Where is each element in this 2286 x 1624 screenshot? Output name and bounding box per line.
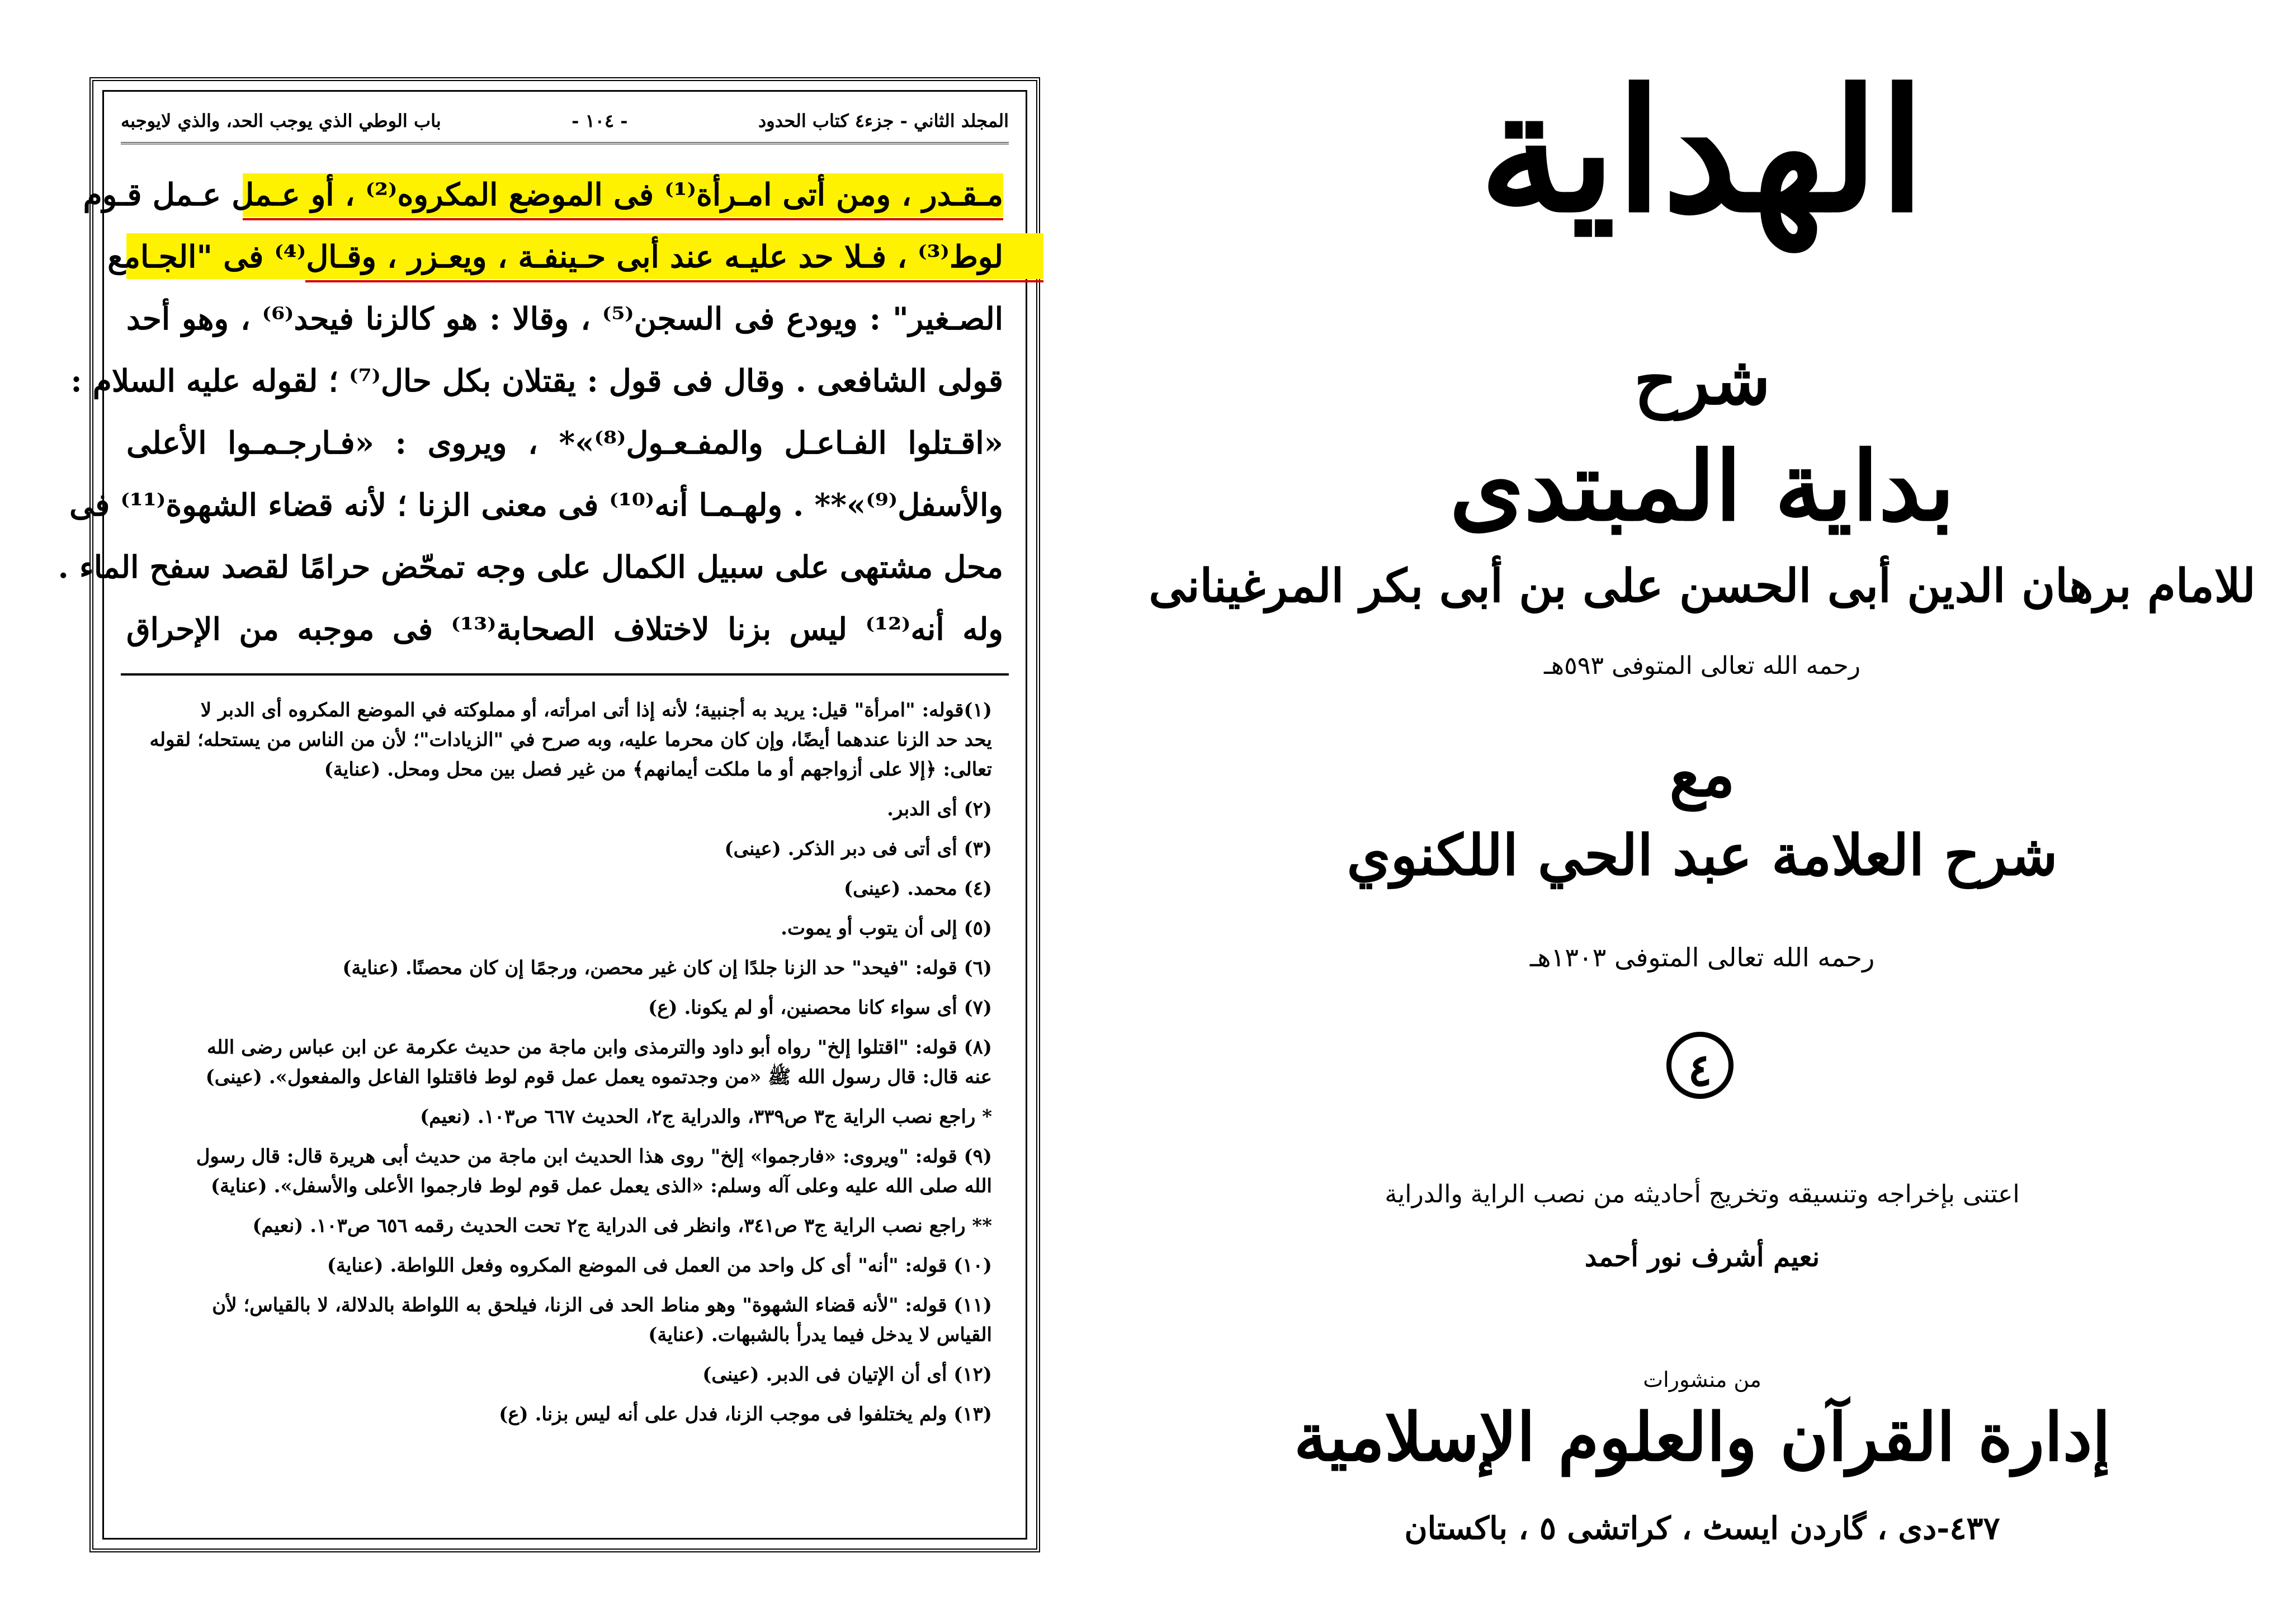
main-line <box>126 412 1003 474</box>
footnote-line: (٣) أى أتى فى دبر الذكر. (عينى) <box>724 838 992 860</box>
footnote-line: (١٣) ولم يختلفوا فى موجب الزنا، فدل على أنه ليس بزنا. (ع) <box>499 1403 992 1425</box>
main-line-text: الصـغير" : ويودع فى السجن⁽⁵⁾ ، وقالا : هو كالزنا فيحد⁽⁶⁾ ، وهو أحد <box>126 300 1003 337</box>
book-title: الهداية <box>1479 52 1926 249</box>
publisher-address: ٤٣٧-دى ، گاردن ايسٹ ، كراتشى ٥ ، باكستان <box>1404 1510 2000 1547</box>
main-line <box>107 225 1003 287</box>
main-line-text: مـقـدر ، ومن أتى امـرأة⁽¹⁾ فى الموضع المكروه⁽²⁾ ، أو عـمل عـمل قـوم <box>83 176 1003 213</box>
footnote-line: (١)قوله: "امرأة" قيل: يريد به أجنبية؛ لأنه إذا أتى امرأته، أو مملوكته في الموضع المكروه أى الدبر لا <box>200 699 992 721</box>
publisher-name: إدارة القرآن والعلوم الإسلامية <box>1293 1398 2111 1476</box>
editor-note: اعتنى بإخراجه وتنسيقه وتخريج أحاديثه من نصب الراية والدراية <box>1385 1180 2020 1208</box>
text-page-frame <box>58 90 1027 1540</box>
main-line-text: قولى الشافعى . وقال فى قول : يقتلان بكل حال⁽⁷⁾ ؛ لقوله عليه السلام : <box>70 362 1003 399</box>
footnote-line: (٦) قوله: "فيحد" حد الزنا جلدًا إن كان غير محصن، ورجمًا إن كان محصنًا. (عناية) <box>342 957 992 979</box>
header-page-number: - ١٠٤ - <box>572 110 628 131</box>
footnote-line: (٢) أى الدبر. <box>887 798 992 820</box>
main-line <box>69 474 1003 536</box>
footnote-line: (١٠) قوله: "أنه" أى كل واحد من العمل فى الموضع المكروه وفعل اللواطة. (عناية) <box>327 1254 992 1277</box>
main-line-text: وله أنه⁽¹²⁾ ليس بزنا لاختلاف الصحابة⁽¹³⁾ فى موجبه من الإحراق <box>126 611 1003 647</box>
book-subtitle: بداية المبتدى <box>1449 431 1955 542</box>
footnote-line: (٤) محمد. (عينى) <box>844 877 992 900</box>
footnote-line: تعالى: ﴿إلا على أزواجهم أو ما ملكت أيمانهم﴾ من غير فصل بين محل ومحل. (عناية) <box>324 758 992 781</box>
main-line-text: لوط⁽³⁾ ، فـلا حد عليـه عند أبى حـينفـة ، ويعـزر ، وقـال⁽⁴⁾ فى "الجـامع <box>107 238 1003 275</box>
footnote-line: يحد حد الزنا عندهما أيضًا، وإن كان محرما عليه، وبه صرح في "الزيادات"؛ لأن من الناس من يستحله؛ لقوله <box>149 729 992 751</box>
footnote-line: الله صلى الله عليه وعلى آله وسلم: «الذى يعمل عمل قوم لوط فارجموا الأعلى والأسفل». (عناية) <box>210 1175 992 1197</box>
footnote-separator <box>121 673 1009 676</box>
main-line-text: محل مشتهى على سبيل الكمال على وجه تمحّض حرامًا لقصد سفح الماء . <box>58 549 1003 585</box>
main-line <box>83 163 1003 225</box>
footnote-line: ** راجع نصب الراية ج٣ ص٣٤١، وانظر فى الدراية ج٢ تحت الحديث رقمه ٦٥٦ ص١٠٣. (نعيم) <box>252 1215 992 1237</box>
header-volume: المجلد الثاني - جزء٤ كتاب الحدود <box>758 110 1009 131</box>
author-death-date: رحمه الله تعالى المتوفى ٥٩٣هـ <box>1544 652 1860 680</box>
text-page <box>58 77 1040 1552</box>
main-text <box>58 163 1004 723</box>
main-line-text: والأسفل⁽⁹⁾»** . ولهـمـا أنه⁽¹⁰⁾ فى معنى الزنا ؛ لأنه قضاء الشهوة⁽¹¹⁾ فى <box>69 487 1003 523</box>
sharh-label: شرح <box>1633 341 1771 420</box>
footnote-line: (٧) أى سواء كانا محصنين، أو لم يكونا. (ع) <box>648 997 992 1019</box>
editor-name: نعيم أشرف نور أحمد <box>1584 1241 1820 1273</box>
footnote-line: (٥) إلى أن يتوب أو يموت. <box>781 917 992 940</box>
main-line <box>58 536 1003 598</box>
main-line <box>126 598 1003 660</box>
title-page <box>1118 0 2286 1624</box>
footnote-line: القياس لا يدخل فيما يدرأ بالشبهات. (عناية) <box>648 1324 992 1346</box>
header-rule <box>121 142 1009 144</box>
publisher-from: من منشورات <box>1643 1367 1761 1392</box>
footnote-line: (١٢) أى أن الإتيان فى الدبر. (عينى) <box>702 1363 992 1386</box>
footnote-line: عنه قال: قال رسول الله ﷺ «من وجدتموه يعمل عمل قوم لوط فاقتلوا الفاعل والمفعول». (عينى) <box>205 1066 992 1088</box>
main-line <box>126 287 1003 350</box>
running-header <box>121 104 1009 138</box>
commentary-death-date: رحمه الله تعالى المتوفى ١٣٠٣هـ <box>1529 942 1875 972</box>
with-label: مع <box>1669 738 1735 810</box>
footnotes <box>138 696 992 1521</box>
main-line-text: «اقـتلوا الفـاعـل والمفـعـول⁽⁸⁾»* ، ويروى : «فـارجـمـوا الأعلى <box>126 424 1004 461</box>
header-chapter: باب الوطي الذي يوجب الحد، والذي لايوجبه <box>121 110 441 131</box>
commentary-title: شرح العلامة عبد الحي اللكنوي <box>1347 822 2058 888</box>
footnote-line: (١١) قوله: "لأنه قضاء الشهوة" وهو مناط الحد فى الزنا، فيلحق به اللواطة بالدلالة، لا بالقياس؛ لأن <box>212 1294 992 1316</box>
footnote-line: (٨) قوله: "اقتلوا إلخ" رواه أبو داود والترمذى وابن ماجة من حديث عكرمة عن ابن عباس رضى الله <box>206 1036 992 1059</box>
footnote-line: (٩) قوله: "ويروى: «فارجموا» إلخ" روى هذا الحديث ابن ماجة من حديث أبى هريرة قال: قال رسول <box>196 1145 992 1168</box>
volume-number-badge: ٤ <box>1666 1032 1734 1099</box>
footnote-line: * راجع نصب الراية ج٣ ص٣٣٩، والدراية ج٢، الحديث ٦٦٧ ص١٠٣. (نعيم) <box>420 1106 992 1128</box>
author-name: للامام برهان الدين أبى الحسن على بن أبى بكر المرغينانى <box>1149 559 2256 613</box>
main-line <box>70 350 1003 412</box>
